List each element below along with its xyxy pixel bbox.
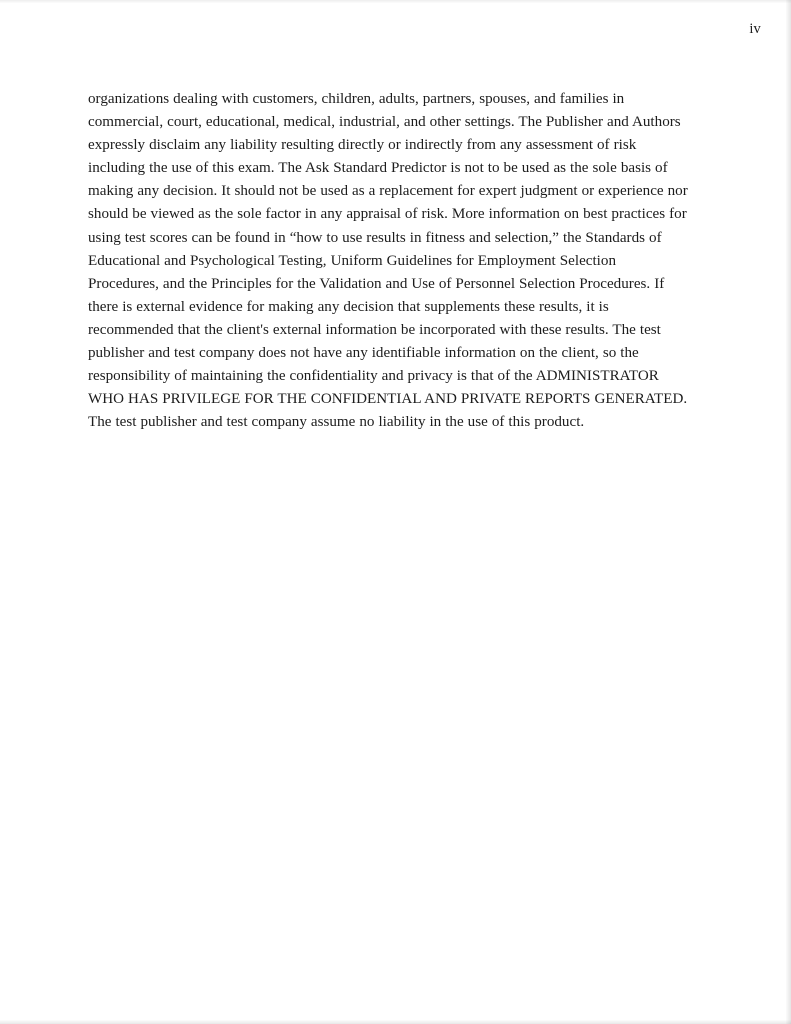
page-body: [88, 88, 688, 434]
page-number: iv: [749, 21, 761, 37]
scan-edge-right: [786, 0, 791, 1024]
scan-edge-top: [0, 0, 791, 3]
disclaimer-paragraph: organizations dealing with customers, children, adults, partners, spouses, and families in commercial, court, educational, medical, industrial, and other settings. The Publisher and Authors expressly disclaim any liability resulting directly or indirectly from any assessment of risk including the use of this exam. The Ask Standard Predictor is not to be used as the sole basis of making any decision. It should not be used as a replacement for expert judgment or experience nor should be viewed as the sole factor in any appraisal of risk. More information on best practices for using test scores can be found in “how to use results in fitness and selection,” the Standards of Educational and Psychological Testing, Uniform Guidelines for Employment Selection Procedures, and the Principles for the Validation and Use of Personnel Selection Procedures. If there is external evidence for making any decision that supplements these results, it is recommended that the client's external information be incorporated with these results. The test publisher and test company does not have any identifiable information on the client, so the responsibility of maintaining the confidentiality and privacy is that of the ADMINISTRATOR WHO HAS PRIVILEGE FOR THE CONFIDENTIAL AND PRIVATE REPORTS GENERATED. The test publisher and test company assume no liability in the use of this product.: [88, 91, 688, 431]
scan-edge-bottom: [0, 1020, 791, 1024]
